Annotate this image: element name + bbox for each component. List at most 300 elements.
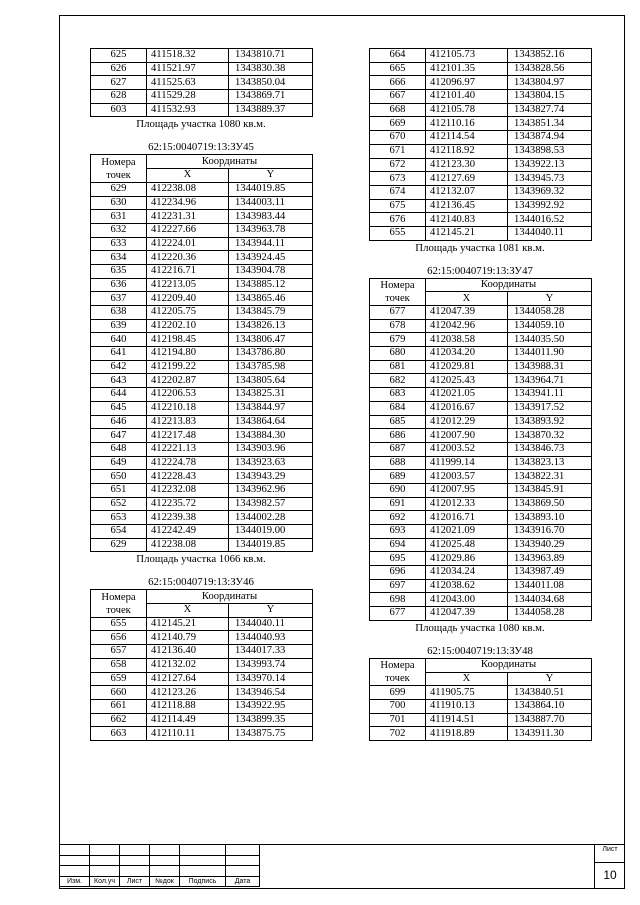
point-number-cell: 690 — [370, 483, 426, 497]
table-row — [91, 210, 313, 224]
point-number-cell: 699 — [370, 686, 426, 700]
x-coordinate-cell: 412238.08 — [147, 538, 229, 552]
point-number-cell: 628 — [91, 90, 147, 104]
table-row — [91, 401, 313, 415]
table-row — [370, 538, 592, 552]
table-row — [91, 264, 313, 278]
point-number-cell: 664 — [370, 49, 426, 63]
x-coordinate-cell: 412123.30 — [426, 158, 508, 172]
y-coordinate-cell: 1344040.93 — [229, 631, 313, 645]
x-coordinate-cell: 412227.66 — [147, 223, 229, 237]
point-number-cell: 635 — [91, 264, 147, 278]
x-coordinate-cell: 412231.31 — [147, 210, 229, 224]
y-coordinate-cell: 1343992.92 — [508, 199, 592, 213]
area-caption: Площадь участка 1081 кв.м. — [415, 241, 545, 254]
x-coordinate-cell: 412012.29 — [426, 415, 508, 429]
table-row — [370, 470, 592, 484]
table-row — [370, 347, 592, 361]
table-row — [91, 658, 313, 672]
y-coordinate-cell: 1343851.34 — [508, 117, 592, 131]
x-coordinate-cell: 412029.81 — [426, 360, 508, 374]
table-row — [370, 442, 592, 456]
table-row — [370, 401, 592, 415]
table-row — [91, 306, 313, 320]
y-coordinate-cell: 1343922.95 — [229, 699, 313, 713]
table-row — [91, 525, 313, 539]
plot-title: 62:15:0040719:13:ЗУ48 — [427, 644, 533, 657]
plot-title: 62:15:0040719:13:ЗУ47 — [427, 264, 533, 277]
points-header: Номера точек — [370, 278, 426, 305]
table-row — [91, 196, 313, 210]
x-coordinate-cell: 412213.05 — [147, 278, 229, 292]
point-number-cell: 661 — [91, 699, 147, 713]
y-coordinate-cell: 1343962.96 — [229, 483, 313, 497]
y-coordinate-cell: 1344040.11 — [508, 226, 592, 240]
table-row — [370, 483, 592, 497]
point-number-cell: 637 — [91, 292, 147, 306]
y-coordinate-cell: 1343903.96 — [229, 442, 313, 456]
y-coordinate-cell: 1343874.94 — [508, 131, 592, 145]
table-row — [370, 566, 592, 580]
table-row — [91, 672, 313, 686]
x-coordinate-cell: 412136.40 — [147, 645, 229, 659]
x-coordinate-cell: 412224.78 — [147, 456, 229, 470]
y-header: Y — [229, 604, 313, 618]
x-header: X — [426, 292, 508, 306]
x-coordinate-cell: 412194.80 — [147, 347, 229, 361]
table-row — [370, 415, 592, 429]
right-column — [369, 48, 591, 741]
y-coordinate-cell: 1343869.50 — [508, 497, 592, 511]
y-coordinate-cell: 1343845.91 — [508, 483, 592, 497]
y-coordinate-cell: 1343845.79 — [229, 306, 313, 320]
table-body — [370, 49, 592, 241]
y-coordinate-cell: 1343922.13 — [508, 158, 592, 172]
y-coordinate-cell: 1343945.73 — [508, 172, 592, 186]
y-coordinate-cell: 1343983.44 — [229, 210, 313, 224]
point-number-cell: 688 — [370, 456, 426, 470]
label-data: Дата — [226, 876, 260, 887]
point-number-cell: 653 — [91, 511, 147, 525]
y-coordinate-cell: 1343944.11 — [229, 237, 313, 251]
table-row — [370, 456, 592, 470]
table-row — [370, 319, 592, 333]
point-number-cell: 696 — [370, 566, 426, 580]
table-row — [370, 172, 592, 186]
point-number-cell: 687 — [370, 442, 426, 456]
sheet-number: 10 — [603, 868, 617, 882]
coords-table-zu45 — [90, 154, 313, 552]
x-coordinate-cell: 412038.58 — [426, 333, 508, 347]
table-row — [370, 131, 592, 145]
y-coordinate-cell: 1343988.31 — [508, 360, 592, 374]
x-coordinate-cell: 411999.14 — [426, 456, 508, 470]
point-number-cell: 626 — [91, 62, 147, 76]
table-row — [91, 617, 313, 631]
y-coordinate-cell: 1343850.04 — [229, 76, 313, 90]
y-coordinate-cell: 1343830.38 — [229, 62, 313, 76]
point-number-cell: 666 — [370, 76, 426, 90]
table-row — [91, 278, 313, 292]
point-number-cell: 683 — [370, 388, 426, 402]
x-header: X — [147, 169, 229, 183]
table-row — [91, 347, 313, 361]
table-row — [91, 415, 313, 429]
table-row — [91, 223, 313, 237]
table-row — [370, 525, 592, 539]
y-coordinate-cell: 1344035.50 — [508, 333, 592, 347]
x-coordinate-cell: 412127.64 — [147, 672, 229, 686]
y-coordinate-cell: 1344019.00 — [229, 525, 313, 539]
table-row — [91, 182, 313, 196]
y-coordinate-cell: 1343885.12 — [229, 278, 313, 292]
y-coordinate-cell: 1343911.30 — [508, 727, 592, 741]
x-coordinate-cell: 412114.49 — [147, 713, 229, 727]
table-row — [370, 76, 592, 90]
x-coordinate-cell: 412132.07 — [426, 185, 508, 199]
coords-table-zu46-part — [369, 48, 592, 241]
table-row — [370, 199, 592, 213]
table-row — [370, 144, 592, 158]
table-row — [370, 333, 592, 347]
x-coordinate-cell: 412042.96 — [426, 319, 508, 333]
x-coordinate-cell: 412034.20 — [426, 347, 508, 361]
x-coordinate-cell: 412047.39 — [426, 306, 508, 320]
label-kol-uch: Кол.уч — [90, 876, 120, 887]
point-number-cell: 684 — [370, 401, 426, 415]
y-coordinate-cell: 1343865.46 — [229, 292, 313, 306]
point-number-cell: 631 — [91, 210, 147, 224]
table-body — [370, 306, 592, 621]
table-row — [370, 49, 592, 63]
table-row — [91, 538, 313, 552]
y-coordinate-cell: 1344058.28 — [508, 607, 592, 621]
x-coordinate-cell: 412110.11 — [147, 727, 229, 741]
y-coordinate-cell: 1343887.70 — [508, 713, 592, 727]
x-coordinate-cell: 412114.54 — [426, 131, 508, 145]
x-coordinate-cell: 412047.39 — [426, 607, 508, 621]
point-number-cell: 632 — [91, 223, 147, 237]
x-coordinate-cell: 412205.75 — [147, 306, 229, 320]
y-coordinate-cell: 1343946.54 — [229, 686, 313, 700]
x-coordinate-cell: 412043.00 — [426, 593, 508, 607]
y-coordinate-cell: 1343898.53 — [508, 144, 592, 158]
x-coordinate-cell: 412007.95 — [426, 483, 508, 497]
point-number-cell: 656 — [91, 631, 147, 645]
y-coordinate-cell: 1343943.29 — [229, 470, 313, 484]
x-coordinate-cell: 412239.38 — [147, 511, 229, 525]
x-coordinate-cell: 412140.79 — [147, 631, 229, 645]
table-row — [91, 319, 313, 333]
x-coordinate-cell: 412238.08 — [147, 182, 229, 196]
x-coordinate-cell: 412096.97 — [426, 76, 508, 90]
y-coordinate-cell: 1344002.28 — [229, 511, 313, 525]
table-row — [370, 388, 592, 402]
table-row — [91, 456, 313, 470]
y-coordinate-cell: 1343828.56 — [508, 62, 592, 76]
y-coordinate-cell: 1343846.73 — [508, 442, 592, 456]
y-coordinate-cell: 1343864.64 — [229, 415, 313, 429]
point-number-cell: 700 — [370, 699, 426, 713]
y-coordinate-cell: 1343893.10 — [508, 511, 592, 525]
y-header: Y — [508, 292, 592, 306]
point-number-cell: 627 — [91, 76, 147, 90]
x-coordinate-cell: 412213.83 — [147, 415, 229, 429]
y-coordinate-cell: 1343923.63 — [229, 456, 313, 470]
x-coordinate-cell: 412021.09 — [426, 525, 508, 539]
y-coordinate-cell: 1343940.29 — [508, 538, 592, 552]
point-number-cell: 682 — [370, 374, 426, 388]
table-row — [370, 429, 592, 443]
point-number-cell: 679 — [370, 333, 426, 347]
x-coordinate-cell: 412012.33 — [426, 497, 508, 511]
point-number-cell: 640 — [91, 333, 147, 347]
y-coordinate-cell: 1344019.85 — [229, 182, 313, 196]
table-row — [370, 579, 592, 593]
y-coordinate-cell: 1343852.16 — [508, 49, 592, 63]
sheet-number-box — [594, 844, 625, 889]
x-coordinate-cell: 412228.43 — [147, 470, 229, 484]
x-coordinate-cell: 412210.18 — [147, 401, 229, 415]
table-row — [91, 374, 313, 388]
point-number-cell: 644 — [91, 388, 147, 402]
y-coordinate-cell: 1343924.45 — [229, 251, 313, 265]
table-row — [370, 62, 592, 76]
point-number-cell: 629 — [91, 182, 147, 196]
x-coordinate-cell: 412016.71 — [426, 511, 508, 525]
y-coordinate-cell: 1343889.37 — [229, 103, 313, 117]
x-coordinate-cell: 412118.92 — [426, 144, 508, 158]
x-coordinate-cell: 412101.35 — [426, 62, 508, 76]
point-number-cell: 686 — [370, 429, 426, 443]
x-coordinate-cell: 412007.90 — [426, 429, 508, 443]
point-number-cell: 672 — [370, 158, 426, 172]
point-number-cell: 641 — [91, 347, 147, 361]
y-coordinate-cell: 1343982.57 — [229, 497, 313, 511]
table-row — [91, 497, 313, 511]
y-coordinate-cell: 1344003.11 — [229, 196, 313, 210]
point-number-cell: 668 — [370, 103, 426, 117]
table-row — [370, 713, 592, 727]
y-coordinate-cell: 1343875.75 — [229, 727, 313, 741]
x-coordinate-cell: 412021.05 — [426, 388, 508, 402]
point-number-cell: 603 — [91, 103, 147, 117]
y-coordinate-cell: 1343810.71 — [229, 49, 313, 63]
points-header: Номера точек — [370, 658, 426, 685]
point-number-cell: 651 — [91, 483, 147, 497]
point-number-cell: 648 — [91, 442, 147, 456]
point-number-cell: 634 — [91, 251, 147, 265]
y-coordinate-cell: 1344017.33 — [229, 645, 313, 659]
point-number-cell: 645 — [91, 401, 147, 415]
table-row — [370, 497, 592, 511]
label-ndok: №док — [150, 876, 180, 887]
y-coordinate-cell: 1343916.70 — [508, 525, 592, 539]
point-number-cell: 636 — [91, 278, 147, 292]
x-coordinate-cell: 412145.21 — [426, 226, 508, 240]
coords-table-zu48 — [369, 658, 592, 741]
x-coordinate-cell: 411521.97 — [147, 62, 229, 76]
y-coordinate-cell: 1343987.49 — [508, 566, 592, 580]
x-coordinate-cell: 412118.88 — [147, 699, 229, 713]
y-coordinate-cell: 1344011.90 — [508, 347, 592, 361]
plot-title: 62:15:0040719:13:ЗУ46 — [148, 576, 254, 589]
x-header: X — [426, 672, 508, 686]
y-coordinate-cell: 1343941.11 — [508, 388, 592, 402]
point-number-cell: 657 — [91, 645, 147, 659]
point-number-cell: 675 — [370, 199, 426, 213]
y-coordinate-cell: 1343786.80 — [229, 347, 313, 361]
table-row — [370, 103, 592, 117]
y-coordinate-cell: 1343844.97 — [229, 401, 313, 415]
table-row — [370, 727, 592, 741]
point-number-cell: 642 — [91, 360, 147, 374]
label-podpis: Подпись — [180, 876, 226, 887]
point-number-cell: 701 — [370, 713, 426, 727]
coords-table-zu47 — [369, 278, 592, 621]
y-coordinate-cell: 1343964.71 — [508, 374, 592, 388]
table-row — [91, 388, 313, 402]
y-coordinate-cell: 1343884.30 — [229, 429, 313, 443]
x-header: X — [147, 604, 229, 618]
point-number-cell: 674 — [370, 185, 426, 199]
x-coordinate-cell: 412234.96 — [147, 196, 229, 210]
table-row — [91, 49, 313, 63]
table-row — [91, 237, 313, 251]
y-coordinate-cell: 1343840.51 — [508, 686, 592, 700]
table-row — [91, 713, 313, 727]
point-number-cell: 678 — [370, 319, 426, 333]
table-row — [370, 158, 592, 172]
coords-table-zu44-part — [90, 48, 313, 117]
table-row — [91, 76, 313, 90]
point-number-cell: 671 — [370, 144, 426, 158]
points-header: Номера точек — [91, 590, 147, 617]
y-header: Y — [229, 169, 313, 183]
x-coordinate-cell: 411905.75 — [426, 686, 508, 700]
point-number-cell: 652 — [91, 497, 147, 511]
y-coordinate-cell: 1343899.35 — [229, 713, 313, 727]
x-coordinate-cell: 412003.57 — [426, 470, 508, 484]
x-coordinate-cell: 412025.48 — [426, 538, 508, 552]
point-number-cell: 662 — [91, 713, 147, 727]
x-coordinate-cell: 412199.22 — [147, 360, 229, 374]
point-number-cell: 694 — [370, 538, 426, 552]
point-number-cell: 702 — [370, 727, 426, 741]
y-coordinate-cell: 1343827.74 — [508, 103, 592, 117]
x-coordinate-cell: 412221.13 — [147, 442, 229, 456]
point-number-cell: 647 — [91, 429, 147, 443]
x-coordinate-cell: 411914.51 — [426, 713, 508, 727]
y-coordinate-cell: 1344034.68 — [508, 593, 592, 607]
table-row — [370, 226, 592, 240]
x-coordinate-cell: 412145.21 — [147, 617, 229, 631]
table-row — [91, 511, 313, 525]
table-row — [370, 607, 592, 621]
y-coordinate-cell: 1343826.13 — [229, 319, 313, 333]
x-coordinate-cell: 412016.67 — [426, 401, 508, 415]
x-coordinate-cell: 411525.63 — [147, 76, 229, 90]
table-row — [91, 90, 313, 104]
x-coordinate-cell: 412216.71 — [147, 264, 229, 278]
point-number-cell: 649 — [91, 456, 147, 470]
x-coordinate-cell: 412101.40 — [426, 90, 508, 104]
x-coordinate-cell: 412110.16 — [426, 117, 508, 131]
label-list: Лист — [120, 876, 150, 887]
point-number-cell: 692 — [370, 511, 426, 525]
coords-header: Координаты — [147, 590, 313, 604]
y-coordinate-cell: 1343806.47 — [229, 333, 313, 347]
left-column — [90, 48, 312, 741]
table-row — [370, 360, 592, 374]
table-row — [370, 213, 592, 227]
x-coordinate-cell: 412202.10 — [147, 319, 229, 333]
table-row — [91, 442, 313, 456]
y-coordinate-cell: 1344016.52 — [508, 213, 592, 227]
table-row — [91, 686, 313, 700]
y-coordinate-cell: 1343904.78 — [229, 264, 313, 278]
table-row — [370, 117, 592, 131]
x-coordinate-cell: 412235.72 — [147, 497, 229, 511]
point-number-cell: 658 — [91, 658, 147, 672]
x-coordinate-cell: 412202.87 — [147, 374, 229, 388]
table-row — [91, 292, 313, 306]
y-coordinate-cell: 1343823.13 — [508, 456, 592, 470]
point-number-cell: 685 — [370, 415, 426, 429]
x-coordinate-cell: 412003.52 — [426, 442, 508, 456]
x-coordinate-cell: 412217.48 — [147, 429, 229, 443]
point-number-cell: 677 — [370, 607, 426, 621]
point-number-cell: 693 — [370, 525, 426, 539]
point-number-cell: 697 — [370, 579, 426, 593]
point-number-cell: 646 — [91, 415, 147, 429]
x-coordinate-cell: 411918.89 — [426, 727, 508, 741]
x-coordinate-cell: 412123.26 — [147, 686, 229, 700]
x-coordinate-cell: 412220.36 — [147, 251, 229, 265]
title-block-grid — [59, 844, 260, 887]
x-coordinate-cell: 412206.53 — [147, 388, 229, 402]
point-number-cell: 638 — [91, 306, 147, 320]
table-row — [91, 483, 313, 497]
y-coordinate-cell: 1343825.31 — [229, 388, 313, 402]
point-number-cell: 677 — [370, 306, 426, 320]
x-coordinate-cell: 412132.02 — [147, 658, 229, 672]
point-number-cell: 695 — [370, 552, 426, 566]
point-number-cell: 663 — [91, 727, 147, 741]
table-row — [91, 251, 313, 265]
y-header: Y — [508, 672, 592, 686]
point-number-cell: 689 — [370, 470, 426, 484]
point-number-cell: 654 — [91, 525, 147, 539]
table-row — [370, 699, 592, 713]
x-coordinate-cell: 412105.78 — [426, 103, 508, 117]
point-number-cell: 659 — [91, 672, 147, 686]
y-coordinate-cell: 1343805.64 — [229, 374, 313, 388]
table-body — [370, 686, 592, 741]
y-coordinate-cell: 1343963.89 — [508, 552, 592, 566]
y-coordinate-cell: 1343963.78 — [229, 223, 313, 237]
area-caption: Площадь участка 1080 кв.м. — [136, 118, 266, 131]
table-row — [370, 511, 592, 525]
table-row — [370, 552, 592, 566]
point-number-cell: 667 — [370, 90, 426, 104]
table-row — [91, 631, 313, 645]
point-number-cell: 660 — [91, 686, 147, 700]
y-coordinate-cell: 1343917.52 — [508, 401, 592, 415]
x-coordinate-cell: 411910.13 — [426, 699, 508, 713]
point-number-cell: 665 — [370, 62, 426, 76]
point-number-cell: 633 — [91, 237, 147, 251]
